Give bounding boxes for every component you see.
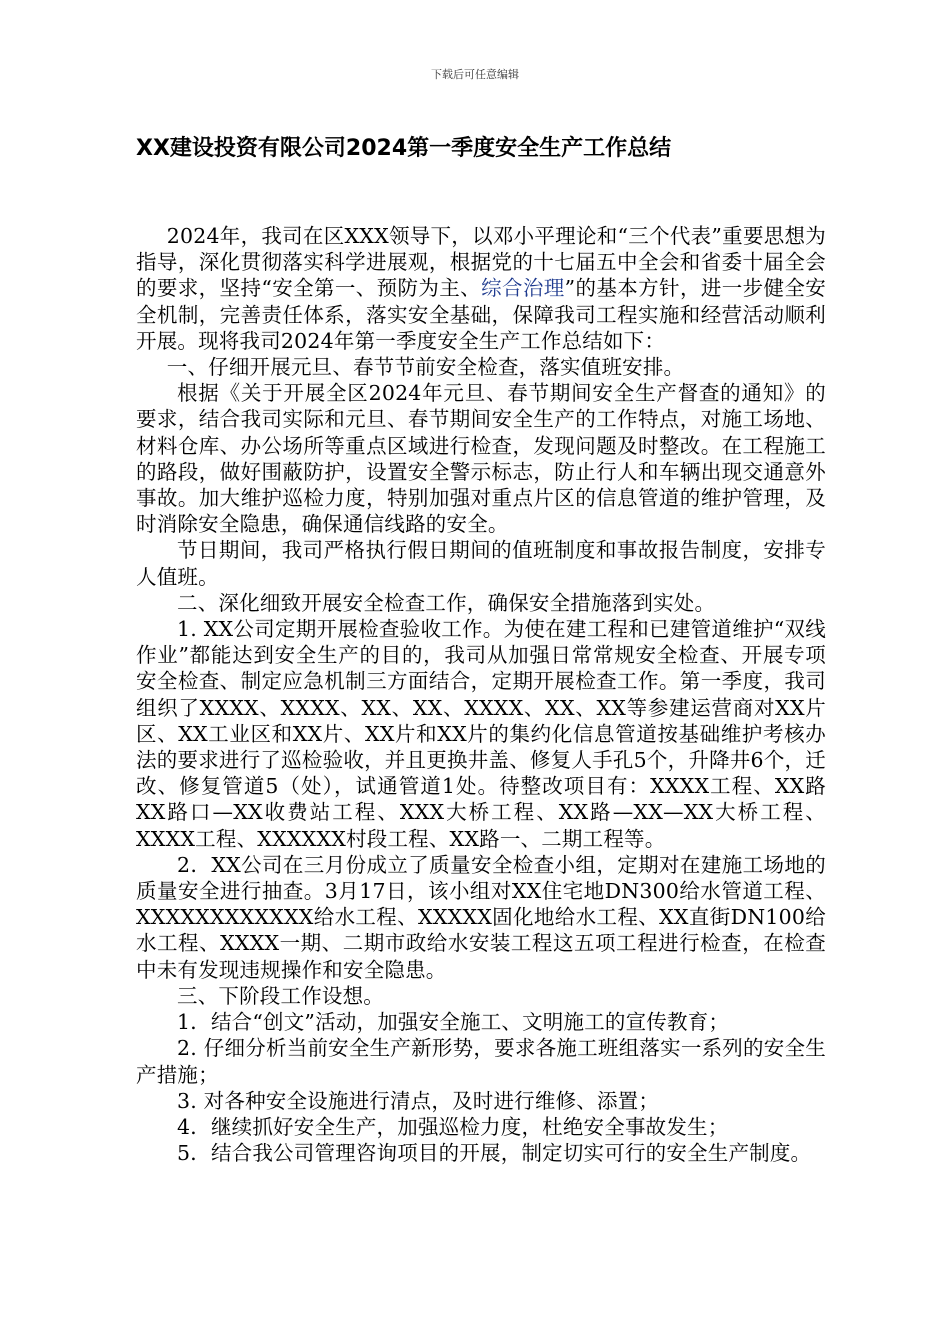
header-note: 下载后可任意编辑: [431, 68, 519, 81]
body-paragraph: 节日期间，我司严格执行假日期间的值班制度和事故报告制度，安排专人值班。: [136, 538, 826, 589]
intro-paragraph: [136, 223, 826, 354]
list-item: 4．继续抓好安全生产，加强巡检力度，杜绝安全事故发生；: [177, 1114, 729, 1139]
list-item: 1．结合“创文”活动，加强安全施工、文明施工的宣传教育；: [177, 1010, 730, 1035]
list-item: 5．结合我公司管理咨询项目的开展，制定切实可行的安全生产制度。: [177, 1141, 812, 1166]
body-paragraph: 1. XX公司定期开展检查验收工作。为使在建工程和已建管道维护“双线作业”都能达到安全生产的目的，我司从加强日常常规安全检查、开展专项安全检查、制定应急机制三方面结合，定期开展检查工作。第一季度，我司组织了XXXX、XXXX、XX、XX、XXXX、XX、XX等参建运营商对XX片区、XX工业区和XX片、XX片和XX片的集约化信息管道按基础维护考核办法的要求进行了巡检验收，并且更换井盖、修复人手孔5个，升降井6个，迁改、修复管道5（处），试通管道1处。待整改项目有：XXXX工程、XX路XX路口—XX收费站工程、XXX大桥工程、XX路—XX—XX大桥工程、XXXX工程、XXXXXX村段工程、XX路一、二期工程等。: [136, 617, 826, 851]
document-body: [136, 223, 826, 1166]
body-paragraph: 根据《关于开展全区2024年元旦、春节期间安全生产督查的通知》的要求，结合我司实际和元旦、春节期间安全生产的工作特点，对施工场地、材料仓库、办公场所等重点区域进行检查，发现问题及时整改。在工程施工的路段，做好围蔽防护，设置安全警示标志，防止行人和车辆出现交通意外事故。加大维护巡检力度，特别加强对重点片区的信息管道的维护管理，及时消除安全隐患，确保通信线路的安全。: [136, 381, 826, 537]
list-item: 2. 仔细分析当前安全生产新形势，要求各施工班组落实一系列的安全生产措施；: [136, 1036, 826, 1087]
intro-text-1: 2024年，我司在区XXX领导下，以邓小平理论和“三个代表”重要思想为指导，深化贯彻落实科学进展观，根据党的十七届五中全会和省委十届全会的要求，坚持“安全第一、预防为主、: [136, 224, 826, 301]
section-heading-2: 二、深化细致开展安全检查工作，确保安全措施落到实处。: [177, 590, 716, 615]
inline-link[interactable]: 综合治理: [481, 276, 565, 301]
body-paragraph: 2．XX公司在三月份成立了质量安全检查小组，定期对在建施工场地的质量安全进行抽查。3月17日，该小组对XX住宅地DN300给水管道工程、XXXXXXXXXXXX给水工程、XXXXX固化地给水工程、XX直街DN100给水工程、XXXX一期、二期市政给水安装工程这五项工程进行检查，在检查中未有发现违规操作和安全隐患。: [136, 852, 826, 982]
section-heading-3: 三、下阶段工作设想。: [177, 983, 384, 1008]
list-item: 3. 对各种安全设施进行清点，及时进行维修、添置；: [177, 1088, 660, 1113]
document-title: XX建设投资有限公司2024第一季度安全生产工作总结: [136, 136, 672, 161]
section-heading-1: 一、仔细开展元旦、春节节前安全检查，落实值班安排。: [166, 355, 685, 380]
intro-text-2: ”的基本方针，进一步健全安全机制，完善责任体系，落实安全基础，保障我司工程实施和经营活动顺利开展。现将我司2024年第一季度安全生产工作总结如下：: [136, 276, 826, 353]
